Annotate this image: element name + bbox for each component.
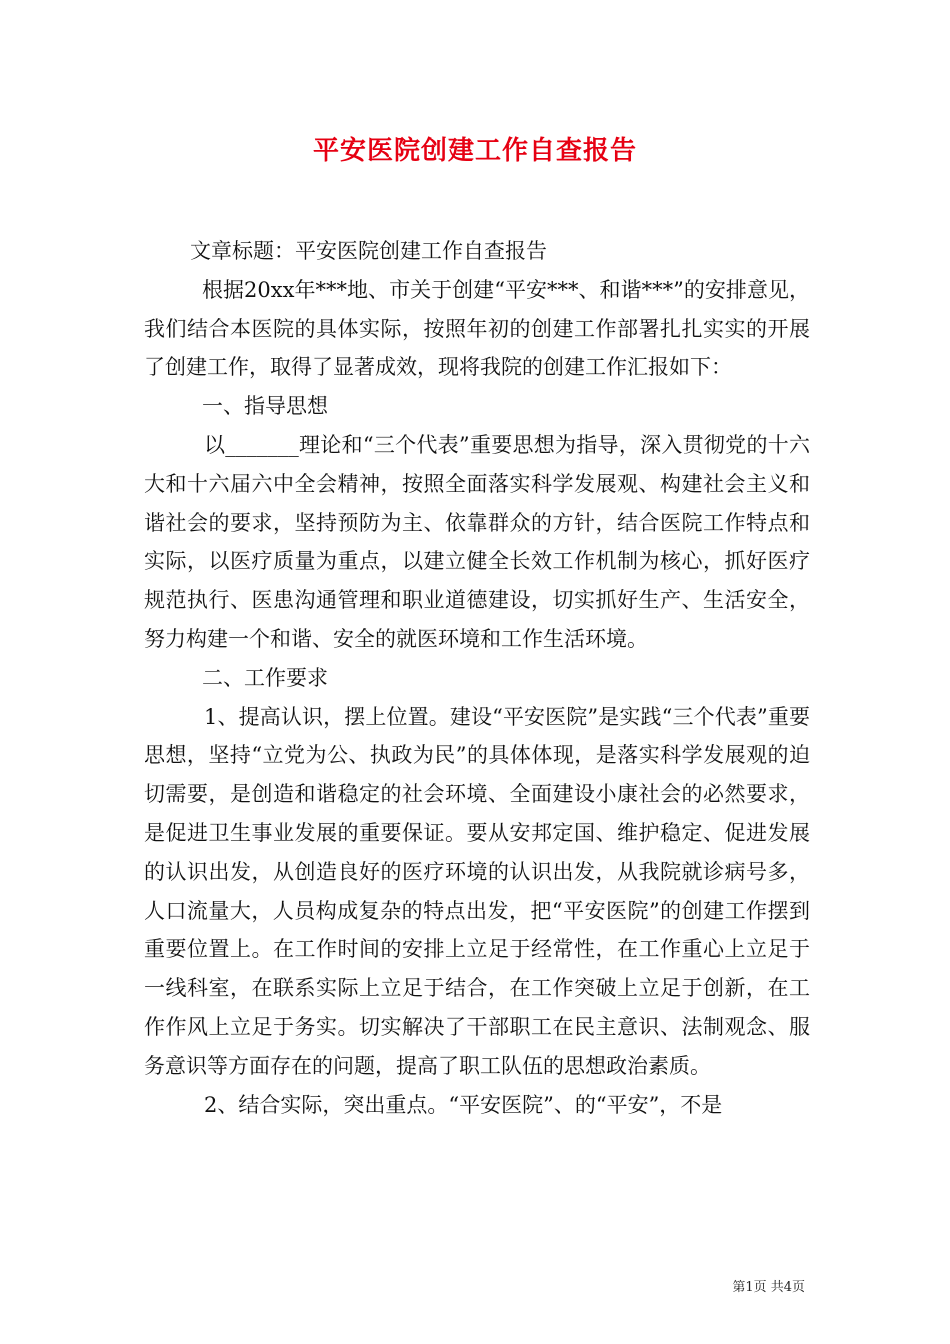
- guiding-thought-paragraph: 以_______理论和“三个代表”重要思想为指导，深入贯彻党的十六大和十六届六中全会精神，按照全面落实科学发展观、构建社会主义和谐社会的要求，坚持预防为主、依靠群众的方针，结合医院工作特点和实际，以医疗质量为重点，以建立健全长效工作机制为核心，抓好医疗规范执行、医患沟通管理和职业道德建设，切实抓好生产、生活安全，努力构建一个和谐、安全的就医环境和工作生活环境。: [144, 432, 810, 651]
- requirement-1-paragraph: 1、提高认识，摆上位置。建设“平安医院”是实践“三个代表”重要思想，坚持“立党为公、执政为民”的具体体现，是落实科学发展观的迫切需要，是创造和谐稳定的社会环境、全面建设小康社会的必然要求，是促进卫生事业发展的重要保证。要从安邦定国、维护稳定、促进发展的认识出发，从创造良好的医疗环境的认识出发，从我院就诊病号多，人口流量大，人员构成复杂的特点出发，把“平安医院”的创建工作摆到重要位置上。在工作时间的安排上立足于经常性，在工作重心上立足于一线科室，在联系实际上立足于结合，在工作突破上立足于创新，在工作作风上立足于务实。切实解决了干部职工在民主意识、法制观念、服务意识等方面存在的问题，提高了职工队伍的思想政治素质。: [144, 704, 810, 1078]
- article-title-line: 文章标题：平安医院创建工作自查报告: [190, 239, 547, 263]
- document-body: [144, 232, 810, 1124]
- requirement-2-paragraph: 2、结合实际，突出重点。“平安医院”、的“平安”，不是: [204, 1092, 723, 1117]
- section-heading-guiding-thought: 一、指导思想: [202, 394, 328, 419]
- section-heading-work-requirements: 二、工作要求: [202, 665, 328, 690]
- intro-paragraph: 根据20xx年***地、市关于创建“平安***、和谐***”的安排意见，我们结合本医院的具体实际，按照年初的创建工作部署扎扎实实的开展了创建工作，取得了显著成效，现将我院的创建工作汇报如下：: [144, 277, 810, 380]
- document-title: 平安医院创建工作自查报告: [312, 136, 637, 166]
- page-number-footer: 第1页 共4页: [732, 1280, 805, 1295]
